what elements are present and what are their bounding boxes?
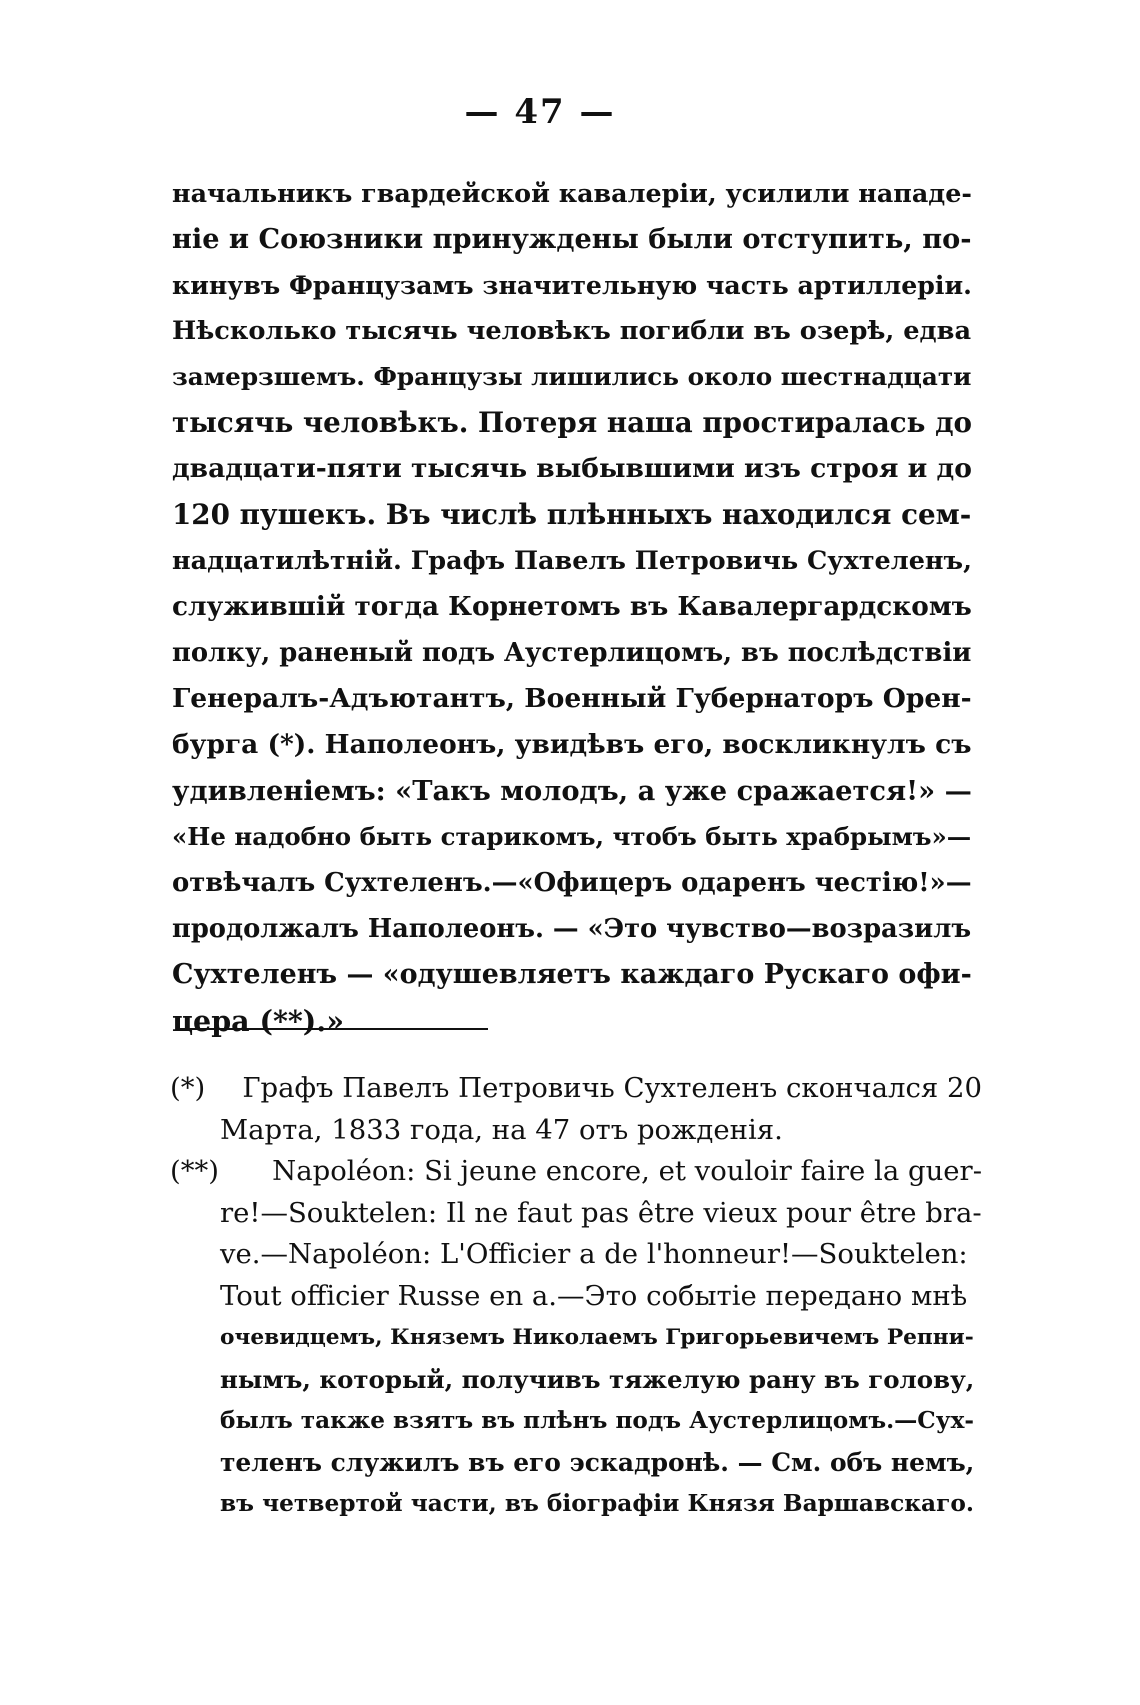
footnote-separator-rule	[178, 1028, 488, 1030]
footnote-2-line: нымъ, который, получивъ тяжелую рану въ голову,	[220, 1364, 975, 1394]
footnote-2-line: re!—Souktelen: Il ne faut pas être vieux pour être bra-	[220, 1196, 982, 1229]
text-line: замерзшемъ. Французы лишились около шестнадцати	[172, 362, 972, 391]
text-line: полку, раненый подъ Аустерлицомъ, въ послѣдствіи	[172, 638, 972, 668]
footnote-1-line: (*) Графъ Павелъ Петровичь Сухтеленъ скончался 20	[170, 1068, 982, 1110]
text-line: удивленіемъ: «Такъ молодъ, а уже сражается!» —	[172, 775, 972, 807]
text-line: ніе и Союзники принуждены были отступить, по-	[172, 223, 972, 255]
main-text-block	[172, 170, 980, 1044]
text-line: продолжалъ Наполеонъ. — «Это чувство—возразилъ	[172, 914, 972, 944]
text-line: «Не надобно быть старикомъ, чтобъ быть храбрымъ»—	[172, 822, 972, 851]
text-line: служившій тогда Корнетомъ въ Кавалергардскомъ	[172, 591, 972, 622]
text-line: кинувъ Французамъ значительную часть артиллеріи.	[172, 270, 972, 300]
footnote-2-marker: (**)	[170, 1155, 219, 1187]
text-line: двадцати-пяти тысячь выбывшими изъ строя и до	[172, 453, 972, 484]
footnote-2-line: въ четвертой части, въ біографіи Князя Варшавскаго.	[220, 1490, 974, 1517]
page-number: — 47 —	[464, 92, 616, 132]
text-line: надцатилѣтній. Графъ Павелъ Петровичь Сухтеленъ,	[172, 546, 972, 576]
text-line: цера (**).»	[172, 1004, 345, 1038]
text-line: начальникъ гвардейской кавалеріи, усилили нападе-	[172, 178, 972, 208]
footnote-2-line: теленъ служилъ въ его эскадронѣ. — См. объ немъ,	[220, 1447, 975, 1477]
footnote-2-line: (**) Napoléon: Si jeune encore, et vouloir faire la guer-	[170, 1151, 982, 1193]
text-line: отвѣчалъ Сухтеленъ.—«Офицеръ одаренъ честію!»—	[172, 868, 972, 898]
footnote-2-line: ve.—Napoléon: L'Officier a de l'honneur!—Souktelen:	[220, 1238, 968, 1270]
text-line: Генералъ-Адъютантъ, Военный Губернаторъ Орен-	[172, 683, 972, 714]
footnote-2-line: очевидцемъ, Княземъ Николаемъ Григорьевичемъ Репни-	[220, 1325, 974, 1350]
footnote-2-line: Tout officier Russe en a.—Это событіе передано мнѣ	[220, 1279, 968, 1312]
text-line: тысячь человѣкъ. Потеря наша простиралась до	[172, 406, 973, 439]
footnote-1-line: Марта, 1833 года, на 47 отъ рожденія.	[220, 1113, 783, 1146]
text-line: Нѣсколько тысячь человѣкъ погибли въ озерѣ, едва	[172, 316, 972, 346]
text-line: Сухтеленъ — «одушевляетъ каждаго Рускаго офи-	[172, 959, 972, 990]
text-line: 120 пушекъ. Въ числѣ плѣнныхъ находился сем-	[172, 498, 972, 531]
footnote-2-line: былъ также взятъ въ плѣнъ подъ Аустерлицомъ.—Сух-	[220, 1407, 974, 1434]
footnotes-block	[170, 1068, 982, 1525]
footnote-1-marker: (*)	[170, 1072, 206, 1104]
text-line: бурга (*). Наполеонъ, увидѣвъ его, воскликнулъ съ	[172, 729, 972, 760]
